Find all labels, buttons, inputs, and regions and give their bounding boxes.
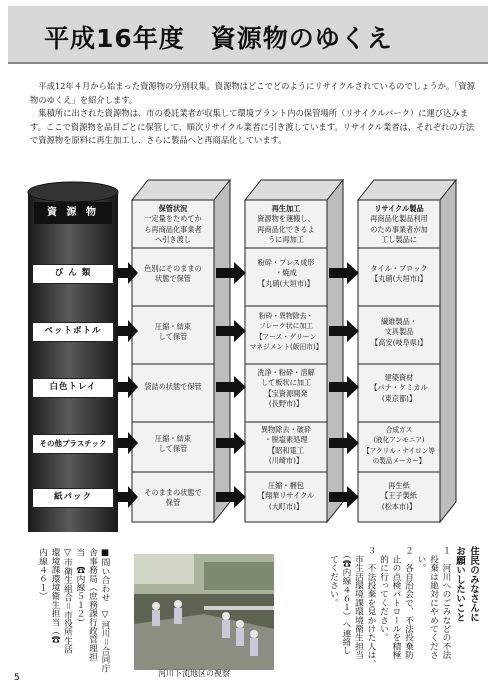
requests-title-2: お願いしたいこと bbox=[454, 546, 465, 622]
row-plastic-process: 異物除去・破砕 ・脱塩素処理 【昭和電工 (川崎市)】 bbox=[260, 425, 312, 466]
contact-line: 内線４６１） bbox=[37, 548, 48, 601]
source-other-plastic: その他プラスチック bbox=[32, 434, 114, 454]
row-bottles-storage: 色別にそのままの 状態で保管 bbox=[144, 264, 202, 284]
requests-title-1: 住民のみなさんに bbox=[468, 546, 479, 622]
page-number: 5 bbox=[14, 673, 20, 683]
intro-paragraph-1: 平成12年４月から始まった資源物の分別収集。資源物はどこでどのようにリサイクルされているのでしょうか。「資源物のゆくえ」を紹介します。 bbox=[30, 81, 475, 105]
request-line: い。 bbox=[416, 546, 426, 573]
bottom-section bbox=[8, 538, 488, 686]
source-bottles: び ん 類 bbox=[32, 264, 114, 284]
row-pet-process: 粉砕・異物除去・ フレーク状に加工 【アース・グリーン マネジメント(飯田市)】 bbox=[249, 312, 323, 352]
request-line: 的に行ってください。 bbox=[378, 546, 389, 642]
row-pet-storage: 圧縮・結束 して保管 bbox=[155, 322, 191, 342]
row-carton-storage: そのままの状態で 保管 bbox=[144, 488, 202, 508]
photo-drawing bbox=[134, 554, 274, 670]
row-plastic-storage: 圧縮・結束 して保管 bbox=[155, 434, 191, 454]
header-storage: 保管状況 一定量をためてか ら再商品化事業者 へ引き渡し bbox=[144, 204, 202, 245]
page-title: 平成16年度 資源物のゆくえ bbox=[44, 24, 393, 53]
intro-paragraph-2: 集積所に出された資源物は、市の委託業者が収集して環境プラント内の保管場所（リサイクルパーク）に運び込みます。ここで資源物を品目ごとに保管して、順次リサイクル業者に引き渡しています。リサイクル業者は、それぞれの方法で資源物を原料に再生加工し、さらに製品へと再商品化しています。 bbox=[30, 108, 475, 146]
contact-block bbox=[36, 548, 111, 676]
recycling-flow-diagram bbox=[20, 172, 480, 532]
contact-line: 当 ☎内線５１２） bbox=[75, 548, 85, 627]
source-cylinder bbox=[28, 192, 118, 532]
photo-caption: 河川下流地区の視察 bbox=[158, 669, 230, 678]
contact-line: ▽市衛生組合＝市役所生活 bbox=[62, 548, 73, 654]
request-line: １ 河川へのごみなどの不法 bbox=[441, 546, 451, 660]
row-bottles-product: タイル・ブロック 【丸硝(大垣市)】 bbox=[370, 264, 428, 284]
title-banner bbox=[8, 6, 488, 64]
request-line: ２ 各自治会で、不法投棄防 bbox=[403, 546, 414, 660]
request-line: 投棄は絶対にやめてくださ bbox=[428, 546, 439, 660]
contact-line: 舎事務局（庶務課行政管理担 bbox=[87, 548, 98, 662]
source-pet-bottles: ペットボトル bbox=[32, 322, 114, 342]
row-carton-product: 再生紙 【王子製紙 (松本市)】 bbox=[381, 481, 417, 511]
source-white-trays: 白色トレイ bbox=[32, 378, 114, 398]
row-pet-product: 繊維製品・ 文具製品 【高安(岐阜県)】 bbox=[371, 317, 427, 347]
row-tray-storage: 袋詰め状態で保管 bbox=[144, 382, 202, 391]
row-tray-product: 建築資材 【パナ・ケミカル (東京都)】 bbox=[370, 373, 428, 403]
requests-block bbox=[327, 546, 480, 678]
request-line: ３ 不法投棄を見かけた人は、 bbox=[366, 546, 376, 668]
intro-text bbox=[30, 80, 475, 148]
cylinder-top bbox=[28, 182, 118, 202]
request-line: てください。 bbox=[328, 546, 339, 607]
header-process: 再生加工 資源物を運搬し、 再商品化できるよ うに再加工 bbox=[257, 204, 315, 245]
row-plastic-product: 合成ガス (液化アンモニア) 【アクリル・ナイロン等 の製品メーカー】 bbox=[363, 426, 435, 466]
row-carton-process: 圧縮・梱包 【翔華リサイクル (大町市)】 bbox=[257, 481, 315, 511]
request-line: 市生活環境課環境衛生担当 bbox=[353, 546, 364, 660]
row-bottles-process: 粉砕・プレス成形 ・焼成 【丸硝(大垣市)】 bbox=[257, 258, 315, 288]
request-line: 止の点検パトロールを積極 bbox=[391, 546, 401, 660]
inspection-photo bbox=[134, 554, 274, 670]
request-line: （☎内線４６１）へ連絡し bbox=[341, 546, 351, 655]
contact-line: 環境課環境衛生担当（☎ bbox=[50, 548, 60, 644]
source-title: 資 源 物 bbox=[34, 202, 112, 224]
row-tray-process: 洗浄・粉砕・溶解 して板状に加工 【宝資源開発 (長野市)】 bbox=[257, 368, 315, 409]
contact-line: ■問い合わせ ▽河川＝合同庁 bbox=[100, 548, 110, 673]
header-product: リサイクル製品 再商品化製品利用 のため事業者が加 工し製品に bbox=[370, 204, 428, 245]
source-paper-cartons: 紙パック bbox=[32, 488, 114, 508]
